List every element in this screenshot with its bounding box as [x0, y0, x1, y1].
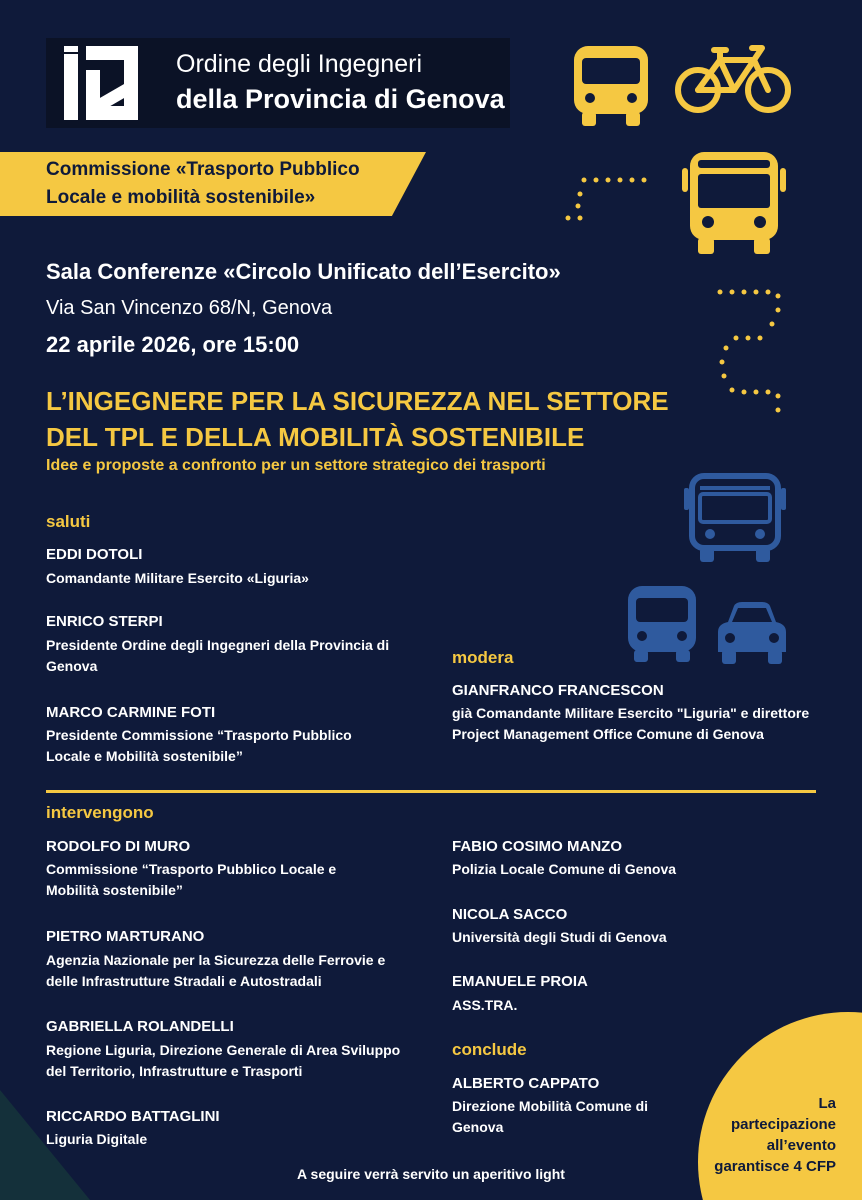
section-conclude: conclude: [452, 1040, 527, 1059]
event-venue: Sala Conferenze «Circolo Unificato dell’Esercito»: [46, 259, 561, 284]
org-name-line2: della Provincia di Genova: [176, 84, 505, 114]
commission-line2: Locale e mobilità sostenibile»: [46, 187, 316, 208]
person-role: ASS.TRA.: [452, 997, 518, 1013]
person-name: EDDI DOTOLI: [46, 546, 143, 563]
person-role: Polizia Locale Comune di Genova: [452, 861, 677, 877]
cfp-text: [700, 1093, 836, 1177]
footer-note: A seguire verrà servito un aperitivo light: [297, 1166, 565, 1182]
person-name: ALBERTO CAPPATO: [452, 1075, 600, 1092]
section-divider: [46, 790, 816, 793]
cfp-line4: garantisce 4 CFP: [714, 1158, 836, 1175]
bus-icon: [676, 150, 792, 256]
cfp-line2: partecipazione: [730, 1116, 836, 1133]
bus-front-icon: [570, 42, 652, 128]
person-name: PIETRO MARTURANO: [46, 928, 205, 945]
cfp-line1: La: [818, 1095, 836, 1112]
person-role: Regione Liguria, Direzione Generale di Area Sviluppo del Territorio, Infrastrutture e Trasporti: [46, 1042, 401, 1079]
org-header: [46, 38, 510, 128]
logo-mark: [60, 46, 140, 120]
person-role: Comandante Militare Esercito «Liguria»: [46, 570, 309, 586]
person-name: RODOLFO DI MURO: [46, 838, 191, 855]
bus-outline-icon: [682, 472, 788, 564]
event-title: [46, 383, 686, 455]
person-name: MARCO CARMINE FOTI: [46, 704, 216, 721]
commission-title: [46, 156, 406, 212]
section-saluti: saluti: [46, 512, 91, 531]
person-name: FABIO COSIMO MANZO: [452, 838, 622, 855]
section-modera: modera: [452, 648, 514, 667]
event-address: Via San Vincenzo 68/N, Genova: [46, 297, 333, 319]
bus-front-icon: [624, 584, 700, 664]
car-icon: [714, 600, 790, 666]
person-role: Università degli Studi di Genova: [452, 929, 667, 945]
commission-line1: Commissione «Trasporto Pubblico: [46, 159, 360, 180]
dotted-path-icon: [712, 282, 788, 422]
event-subtitle: Idee e proposte a confronto per un settore strategico dei trasporti: [46, 457, 546, 474]
event-title-line2: DEL TPL E DELLA MOBILITÀ SOSTENIBILE: [46, 422, 585, 452]
dotted-path-icon: [560, 170, 670, 226]
person-name: EMANUELE PROIA: [452, 973, 588, 990]
person-name: GABRIELLA ROLANDELLI: [46, 1018, 234, 1035]
section-intervengono: intervengono: [46, 803, 154, 822]
person-role: Presidente Commissione “Trasporto Pubblico Locale e Mobilità sostenibile”: [46, 727, 352, 764]
org-name-line1: Ordine degli Ingegneri: [176, 50, 422, 78]
person-name: NICOLA SACCO: [452, 906, 568, 923]
person-role: Direzione Mobilità Comune di Genova: [452, 1098, 649, 1135]
event-date: 22 aprile 2026, ore 15:00: [46, 332, 300, 357]
person-name: ENRICO STERPI: [46, 613, 163, 630]
bicycle-icon: [674, 42, 792, 116]
person-name: GIANFRANCO FRANCESCON: [452, 682, 664, 699]
person-role: Liguria Digitale: [46, 1131, 148, 1147]
person-role: già Comandante Militare Esercito "Liguria" e direttore Project Management Office Comune di Genova: [452, 705, 810, 742]
person-role: Presidente Ordine degli Ingegneri della Provincia di Genova: [46, 637, 390, 674]
person-role: Agenzia Nazionale per la Sicurezza delle Ferrovie e delle Infrastrutture Stradali e Autostradali: [46, 952, 386, 989]
cfp-line3: all’evento: [766, 1137, 836, 1154]
person-name: RICCARDO BATTAGLINI: [46, 1108, 220, 1125]
person-role: Commissione “Trasporto Pubblico Locale e Mobilità sostenibile”: [46, 861, 337, 898]
event-title-line1: L’INGEGNERE PER LA SICUREZZA NEL SETTORE: [46, 386, 669, 416]
